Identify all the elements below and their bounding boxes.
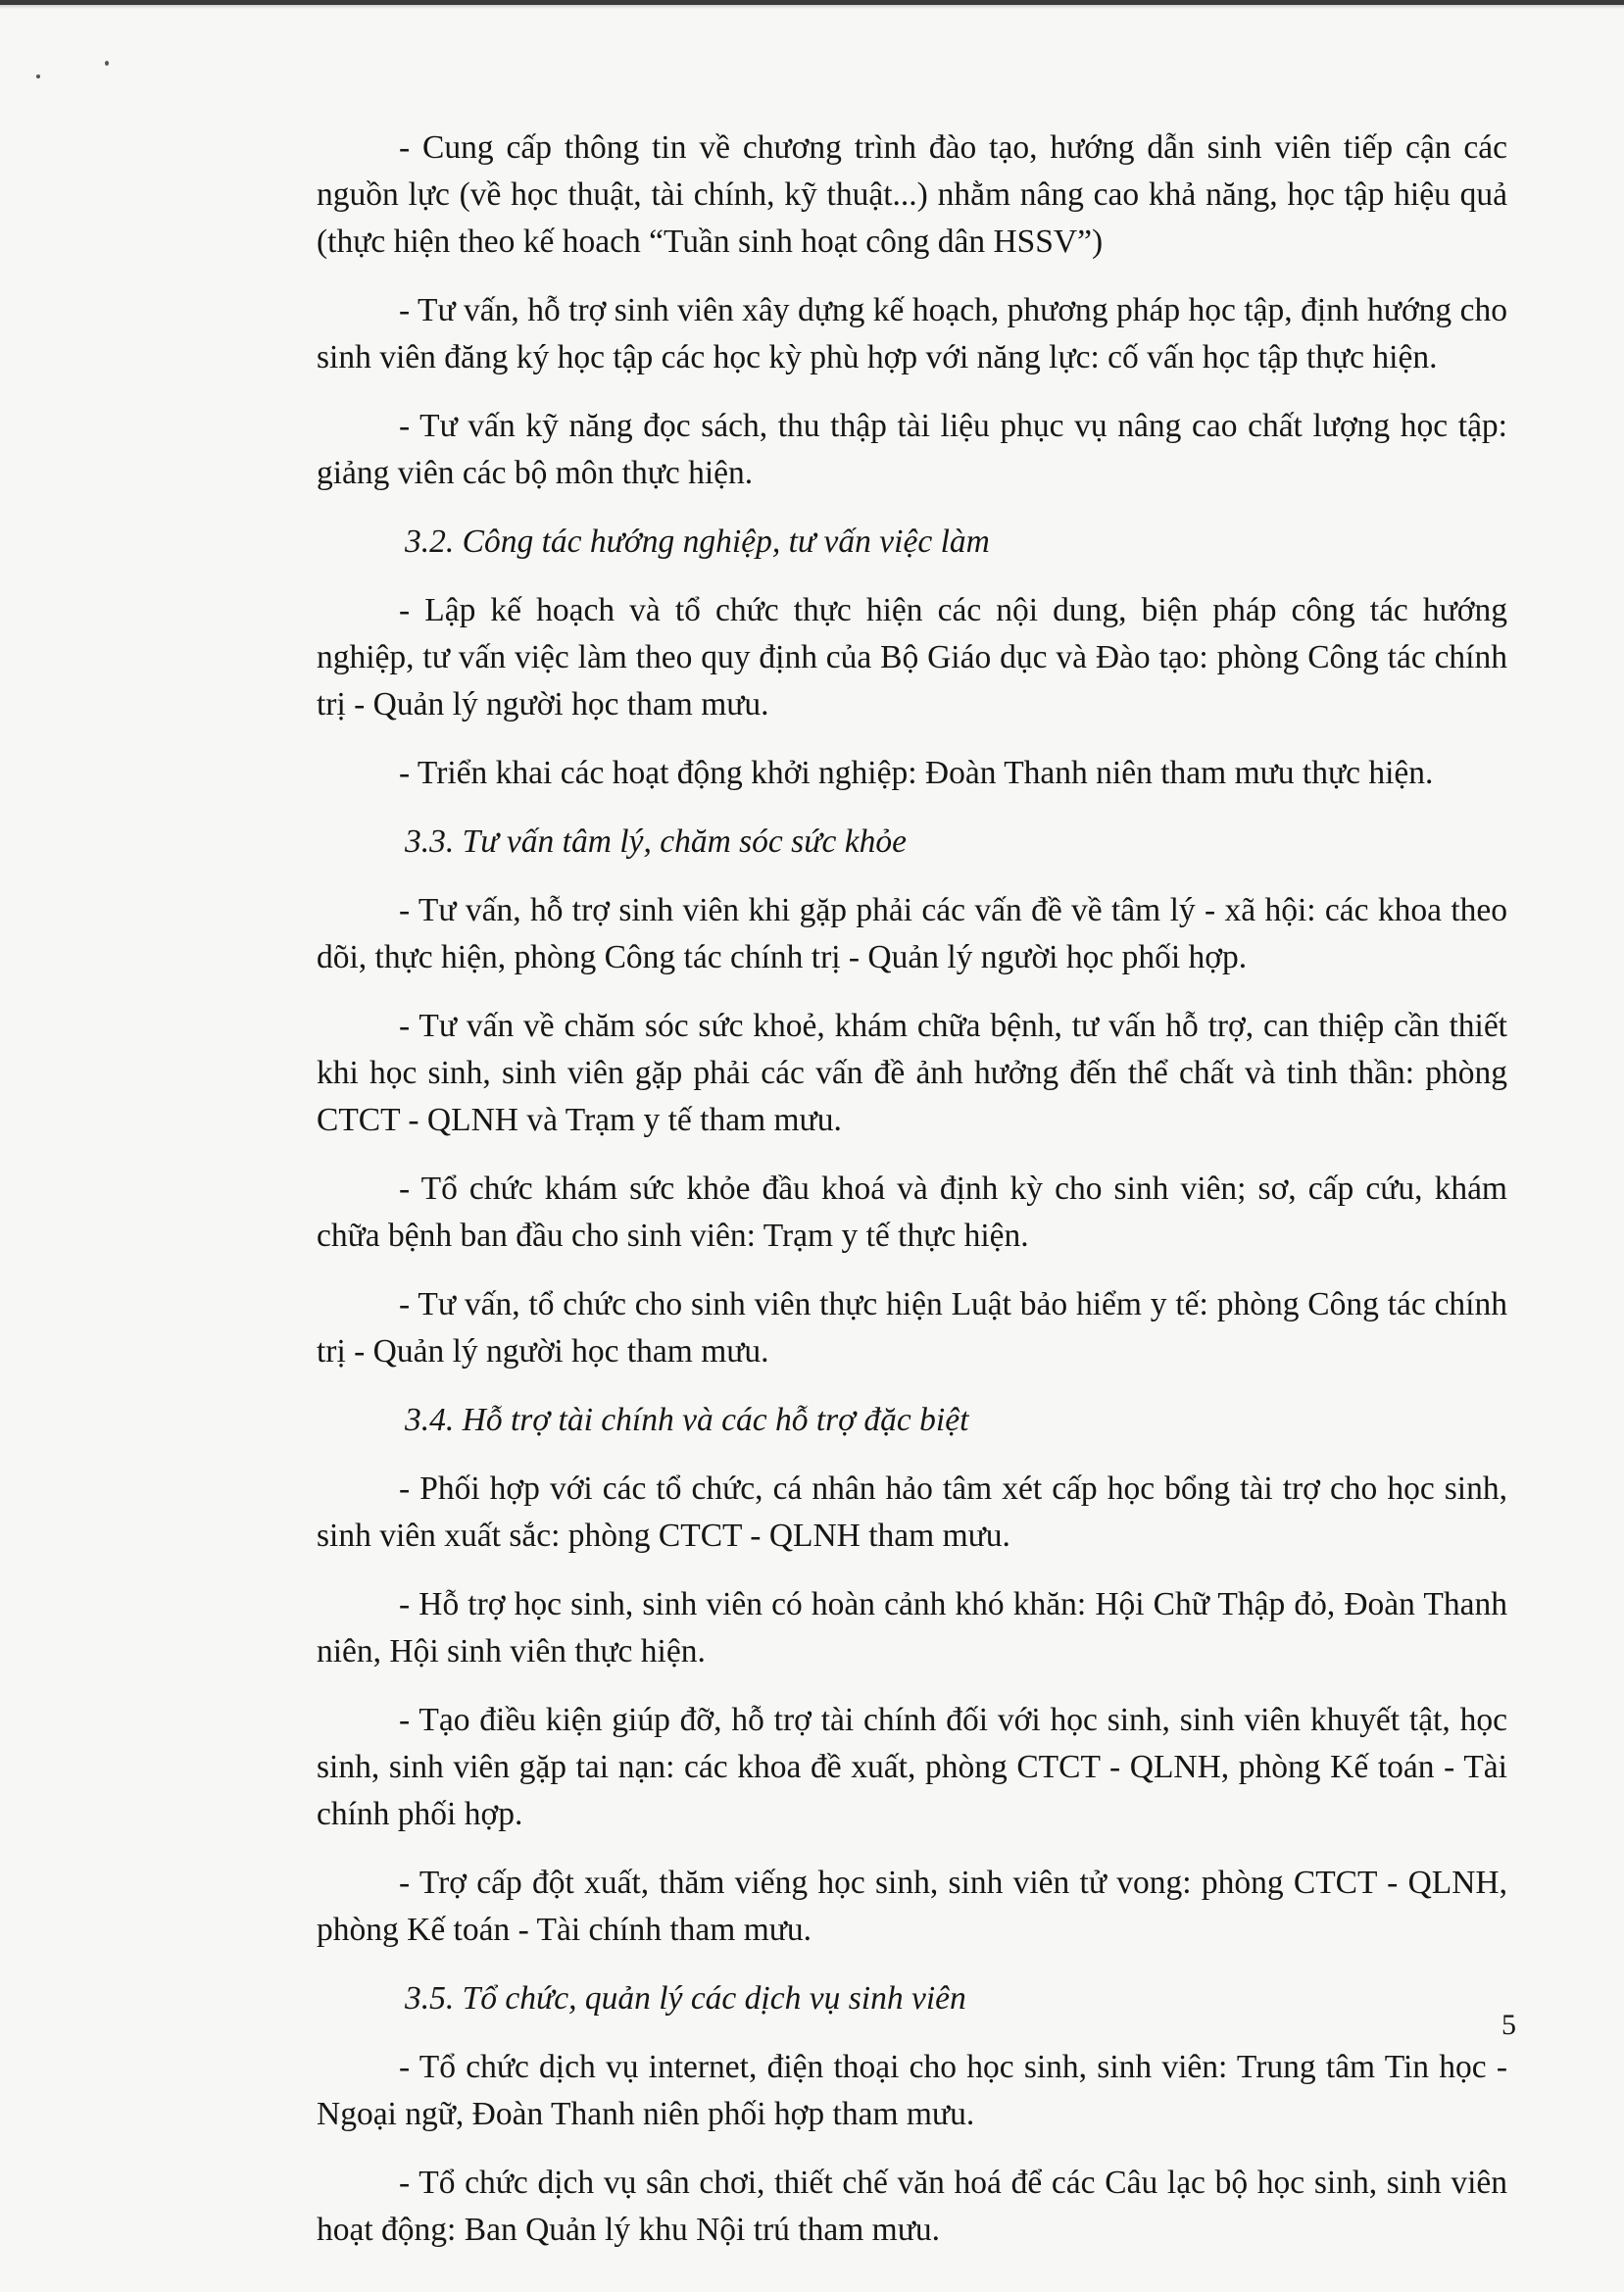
paragraph: - Tư vấn kỹ năng đọc sách, thu thập tài liệu phục vụ nâng cao chất lượng học tập: giảng viên các bộ môn thực hiện. — [317, 408, 1507, 491]
section-heading: 3.4. Hỗ trợ tài chính và các hỗ trợ đặc biệt — [405, 1402, 969, 1438]
paragraph: - Tổ chức dịch vụ sân chơi, thiết chế văn hoá để các Câu lạc bộ học sinh, sinh viên hoạt động: Ban Quản lý khu Nội trú tham mưu. — [317, 2165, 1507, 2248]
paragraph: - Tư vấn về chăm sóc sức khoẻ, khám chữa bệnh, tư vấn hỗ trợ, can thiệp cần thiết khi học sinh, sinh viên gặp phải các vấn đề ảnh hưởng đến thể chất và tinh thần: phòng CTCT - QLNH và Trạm y tế tham mưu. — [317, 1008, 1507, 1138]
paragraph: - Hỗ trợ học sinh, sinh viên có hoàn cảnh khó khăn: Hội Chữ Thập đỏ, Đoàn Thanh niên, Hội sinh viên thực hiện. — [317, 1586, 1507, 1669]
page-number: 5 — [1501, 2009, 1516, 2041]
paragraph: - Tạo điều kiện giúp đỡ, hỗ trợ tài chính đối với học sinh, sinh viên khuyết tật, học sinh, sinh viên gặp tai nạn: các khoa đề xuất, phòng CTCT - QLNH, phòng Kế toán - Tài chính phối hợp. — [317, 1702, 1507, 1832]
section-heading: 3.3. Tư vấn tâm lý, chăm sóc sức khỏe — [405, 823, 907, 860]
paragraph: - Tổ chức khám sức khỏe đầu khoá và định kỳ cho sinh viên; sơ, cấp cứu, khám chữa bệnh ban đầu cho sinh viên: Trạm y tế thực hiện. — [317, 1171, 1507, 1254]
section-heading: 3.5. Tổ chức, quản lý các dịch vụ sinh viên — [405, 1980, 966, 2017]
paragraph: - Trợ cấp đột xuất, thăm viếng học sinh, sinh viên tử vong: phòng CTCT - QLNH, phòng Kế toán - Tài chính tham mưu. — [317, 1865, 1507, 1948]
paragraph: - Tư vấn, hỗ trợ sinh viên xây dựng kế hoạch, phương pháp học tập, định hướng cho sinh viên đăng ký học tập các học kỳ phù hợp với năng lực: cố vấn học tập thực hiện. — [317, 292, 1507, 375]
scan-speck — [105, 61, 109, 66]
document-page — [317, 125, 1507, 2275]
section-heading: 3.2. Công tác hướng nghiệp, tư vấn việc làm — [405, 523, 990, 560]
paragraph: - Tư vấn, hỗ trợ sinh viên khi gặp phải các vấn đề về tâm lý - xã hội: các khoa theo dõi, thực hiện, phòng Công tác chính trị - Quản lý người học phối hợp. — [317, 892, 1507, 975]
paragraph: - Phối hợp với các tổ chức, cá nhân hảo tâm xét cấp học bổng tài trợ cho học sinh, sinh viên xuất sắc: phòng CTCT - QLNH tham mưu. — [317, 1470, 1507, 1554]
paragraph: - Tổ chức dịch vụ internet, điện thoại cho học sinh, sinh viên: Trung tâm Tin học - Ngoại ngữ, Đoàn Thanh niên phối hợp tham mưu. — [317, 2049, 1507, 2132]
scan-speck — [36, 75, 40, 78]
paragraph: - Lập kế hoạch và tổ chức thực hiện các nội dung, biện pháp công tác hướng nghiệp, tư vấn việc làm theo quy định của Bộ Giáo dục và Đào tạo: phòng Công tác chính trị - Quản lý người học tham mưu. — [317, 592, 1507, 722]
paragraph: - Tư vấn, tổ chức cho sinh viên thực hiện Luật bảo hiểm y tế: phòng Công tác chính trị - Quản lý người học tham mưu. — [317, 1286, 1507, 1370]
scan-shadow — [0, 5, 1624, 9]
paragraph: - Triển khai các hoạt động khởi nghiệp: Đoàn Thanh niên tham mưu thực hiện. — [399, 755, 1434, 791]
paragraph: - Cung cấp thông tin về chương trình đào tạo, hướng dẫn sinh viên tiếp cận các nguồn lực (về học thuật, tài chính, kỹ thuật...) nhằm nâng cao khả năng, học tập hiệu quả (thực hiện theo kế hoach “Tuần sinh hoạt công dân HSSV”) — [317, 129, 1507, 260]
